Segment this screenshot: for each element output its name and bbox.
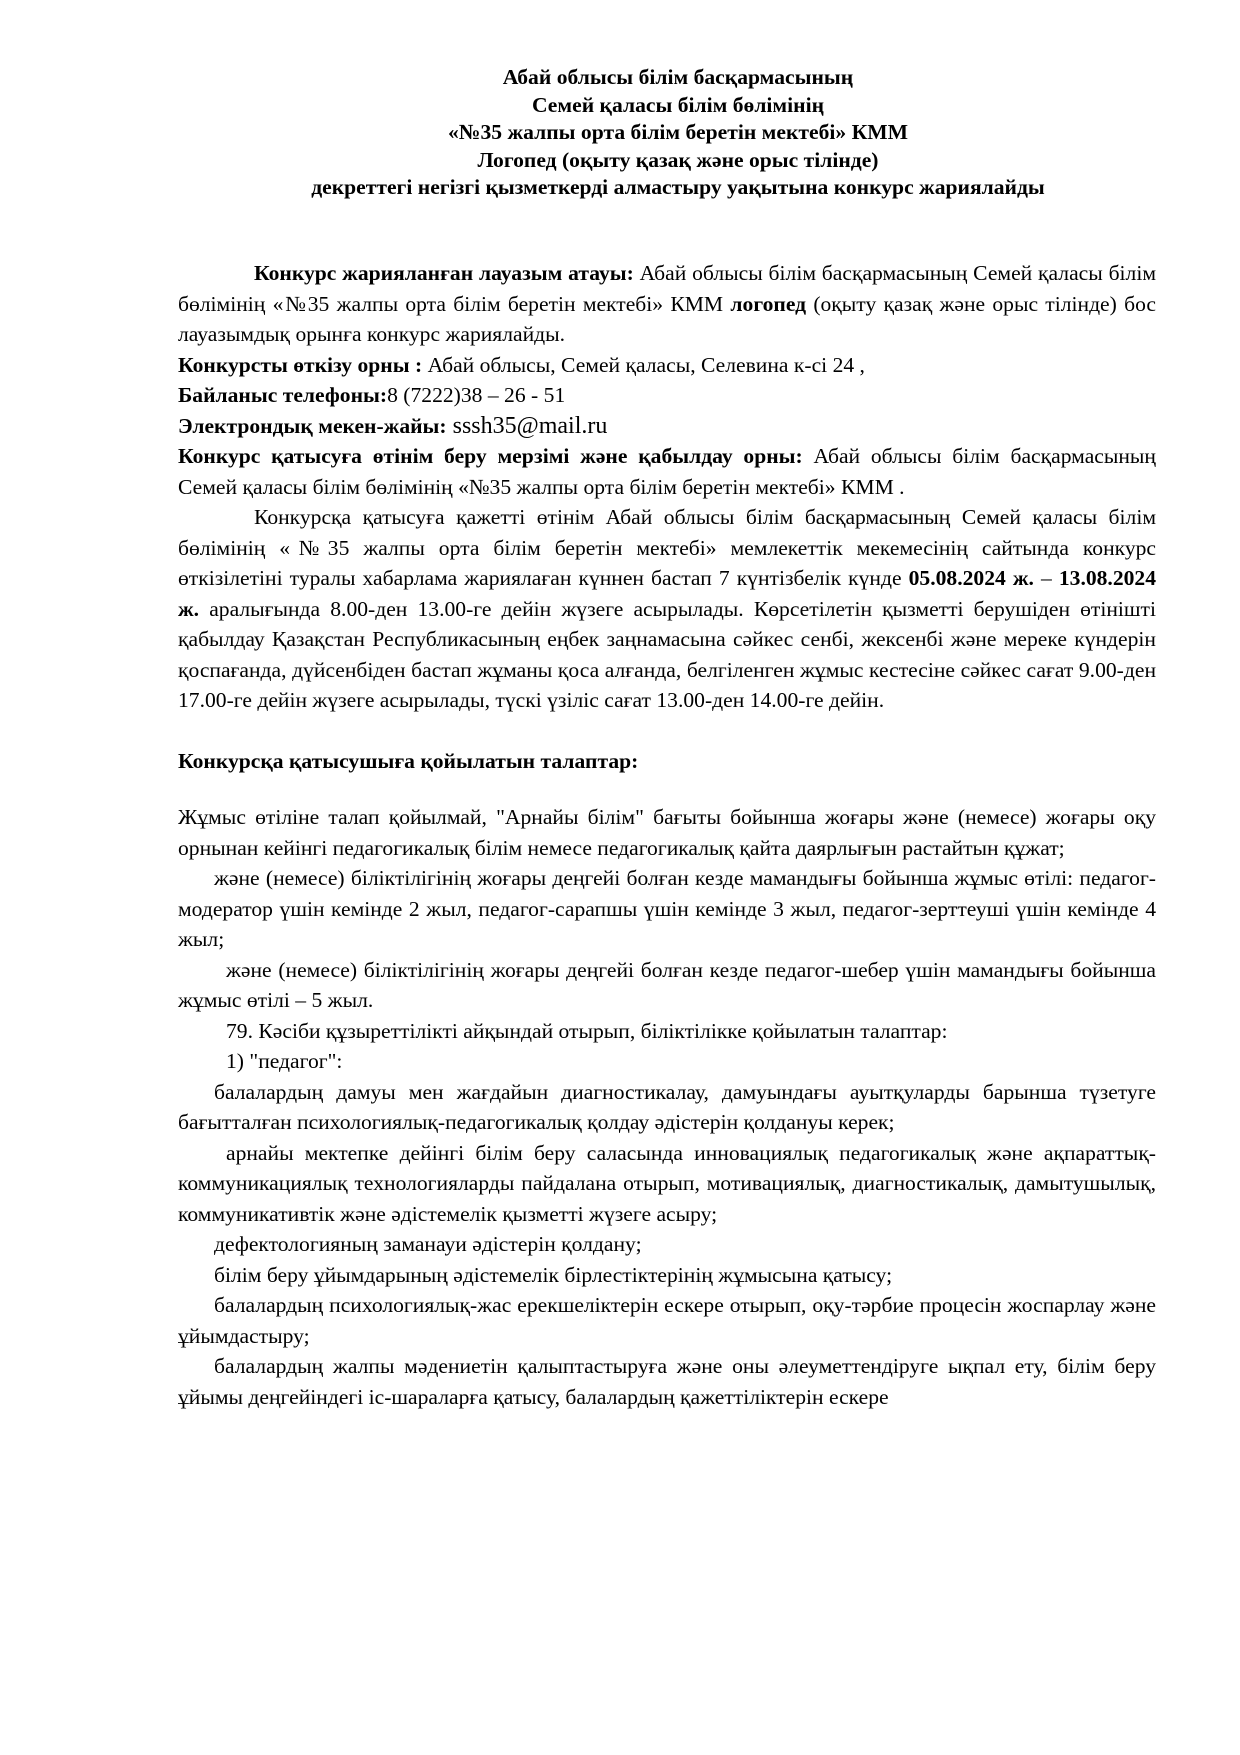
document-body <box>178 258 1156 1412</box>
position-text-a: Абай облысы білім басқармасының Семей қаласы білім бөлімінің «№35 жалпы орта білім беретін мектебі» КММ <box>178 261 1156 316</box>
requirement-paragraph-7: арнайы мектепке дейінгі білім беру саласында инновациялық педагогикалық және ақпараттық-коммуникациялық технологияларды пайдалана отырып, мотивациялық, диагностикалық, дамытушылық, коммуникативтік және әдістемелік қызметті жүзеге асыру; <box>178 1140 1156 1226</box>
venue-paragraph <box>178 350 1156 381</box>
email-value: sssh35@mail.ru <box>446 412 608 439</box>
application-text-a: Конкурсқа қатысуға қажетті өтінім Абай облысы білім басқармасының Семей қаласы білім бөлімінің «№35 жалпы орта білім беретін мектебі» мемлекеттік мекемесінің сайтында конкурс өткізілетіні туралы хабарлама жариялаған күннен бастап 7 күнтізбелік күнде <box>178 505 1156 590</box>
submission-label: Конкурс қатысуға өтінім беру мерзімі және қабылдау орны: <box>178 444 803 468</box>
requirement-paragraph-2: және (немесе) біліктілігінің жоғары деңгейі болған кезде мамандығы бойынша жұмыс өтілі: педагог-модератор үшін кемінде 2 жыл, педагог-сарапшы үшін кемінде 3 жыл, педагог-зерттеуші үшін кемінде 4 жыл; <box>178 866 1156 951</box>
requirement-paragraph-8: дефектологияның заманауи әдістерін қолдану; <box>214 1232 642 1256</box>
position-role: логопед <box>730 291 807 316</box>
header-line-5: декреттегі негізгі қызметкерді алмастыру уақытына конкурс жариялайды <box>311 175 1045 199</box>
requirement-paragraph-3: және (немесе) біліктілігінің жоғары деңгейі болған кезде педагог-шебер үшін мамандығы бойынша жұмыс өтілі – 5 жыл. <box>178 957 1156 1012</box>
application-paragraph <box>178 502 1156 716</box>
venue-value: Абай облысы, Семей қаласы, Селевина к-сі 24 , <box>422 352 865 377</box>
header-line-1: Абай облысы білім басқармасының <box>502 65 854 89</box>
header-line-3: «№35 жалпы орта білім беретін мектебі» КММ <box>447 120 909 144</box>
position-paragraph <box>178 258 1156 350</box>
requirement-paragraph-6: балалардың дамуы мен жағдайын диагностикалау, дамуындағы ауытқуларды барынша түзетуге бағытталған психологиялық-педагогикалық қолдау әдістерін қолдануы керек; <box>178 1079 1156 1134</box>
header-line-2: Семей қаласы білім бөлімінің <box>531 92 825 117</box>
application-dash: – <box>1033 566 1059 590</box>
requirement-paragraph-1: Жұмыс өтіліне талап қойылмай, "Арнайы білім" бағыты бойынша жоғары және (немесе) жоғары оқу орнынан кейінгі педагогикалық білім немесе педагогикалық қайта даярлығын растайтын құжат; <box>178 805 1156 860</box>
requirement-paragraph-9: білім беру ұйымдарының әдістемелік бірлестіктерінің жұмысына қатысу; <box>214 1262 893 1287</box>
requirements-title: Конкурсқа қатысушыға қойылатын талаптар: <box>178 748 639 773</box>
requirement-paragraph-10: балалардың психологиялық-жас ерекшеліктерін ескере отырып, оқу-тәрбие процесін жоспарлау және ұйымдастыру; <box>178 1293 1156 1348</box>
requirement-paragraph-5: 1) "педагог": <box>226 1049 343 1073</box>
requirement-paragraph-4: 79. Кәсіби құзыреттілікті айқындай отырып, біліктілікке қойылатын талаптар: <box>226 1018 948 1043</box>
phone-paragraph <box>178 380 1156 411</box>
position-label: Конкурс жарияланған лауазым атауы: <box>254 261 634 285</box>
application-date-to: 13.08.2024 ж. <box>178 566 1157 621</box>
submission-paragraph <box>178 441 1156 502</box>
phone-value: 8 (7222)38 – 26 - 51 <box>387 383 566 407</box>
email-paragraph <box>178 411 1156 442</box>
requirement-paragraph-11: балалардың жалпы мәдениетін қалыптастыруға және оны әлеуметтендіруге ықпал ету, білім беру ұйымы деңгейіндегі іс-шараларға қатысу, балалардың қажеттіліктерін ескере <box>178 1354 1156 1409</box>
venue-label: Конкурсты өткізу орны : <box>178 352 423 377</box>
position-text-b: (оқыту қазақ және орыс тілінде) бос лауазымдық орынға конкурс жариялайды. <box>178 291 1156 346</box>
phone-label: Байланыс телефоны: <box>178 383 388 407</box>
submission-value: Абай облысы білім басқармасының Семей қаласы білім бөлімінің «№35 жалпы орта білім беретін мектебі» КММ . <box>178 444 1156 499</box>
application-date-from: 05.08.2024 ж. <box>908 566 1034 590</box>
email-label: Электрондық мекен-жайы: <box>178 413 447 438</box>
application-text-b: аралығында 8.00-ден 13.00-ге дейін жүзеге асырылады. Көрсетілетін қызметті берушіден өтінішті қабылдау Қазақстан Республикасының еңбек заңнамасына сәйкес сенбі, жексенбі және мереке күндерін қоспағанда, дүйсенбіден бастап жұманы қоса алғанда, белгіленген жұмыс кестесіне сәйкес сағат 9.00-ден 17.00-ге дейін жүзеге асырылады, түскі үзіліс сағат 13.00-ден 14.00-ге дейін. <box>178 596 1156 712</box>
header-line-4: Логопед (оқыту қазақ және орыс тілінде) <box>477 147 879 172</box>
document-header <box>178 64 1178 202</box>
